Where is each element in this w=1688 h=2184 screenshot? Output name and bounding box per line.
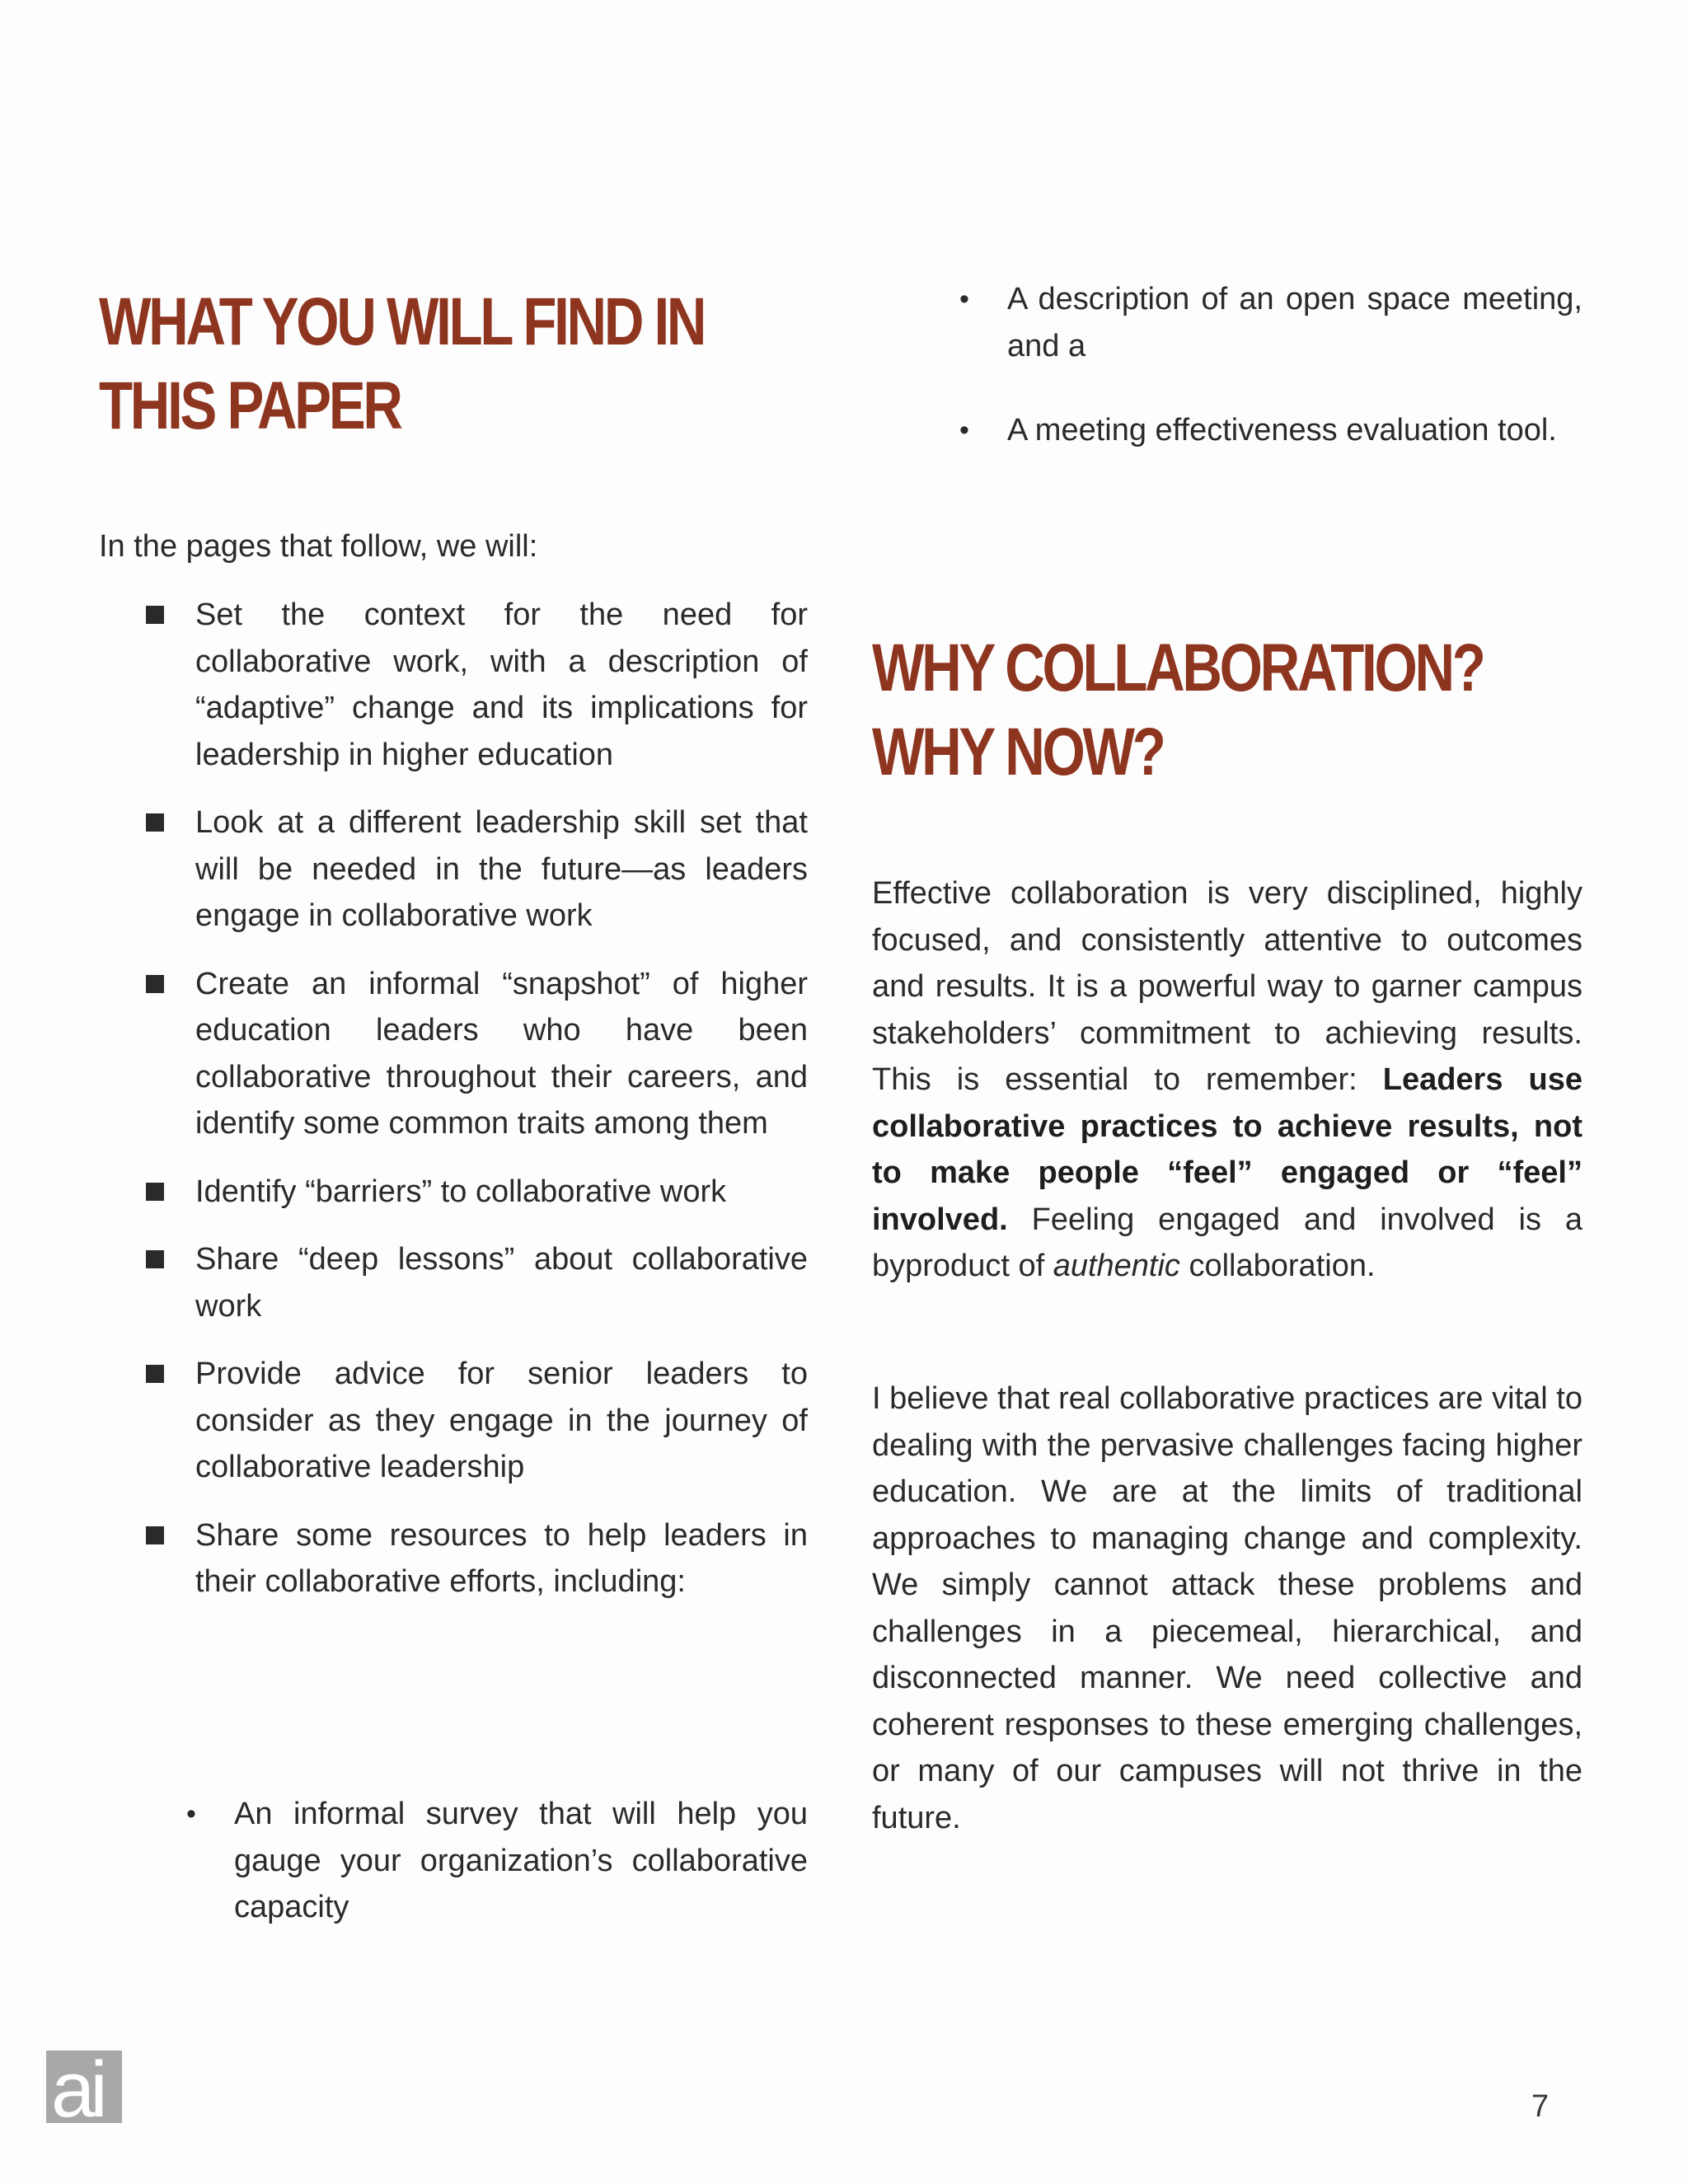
logo-text: ai bbox=[51, 2050, 103, 2123]
list-item bbox=[99, 961, 808, 1147]
intro-text: In the pages that follow, we will: bbox=[99, 529, 538, 564]
list-item bbox=[99, 1512, 808, 1605]
emphasis-text: Leaders use collaborative practices to achieve results, not to make people “feel” engaged or “feel” involved. bbox=[872, 1062, 1582, 1237]
square-bullet-icon bbox=[146, 606, 164, 624]
dot-bullet-icon: • bbox=[186, 1798, 196, 1830]
list-item-text: Share some resources to help leaders in their collaborative efforts, including: bbox=[195, 1517, 808, 1599]
paragraph-effective-collaboration bbox=[872, 870, 1582, 1290]
list-item bbox=[99, 799, 808, 940]
ai-logo bbox=[46, 2050, 122, 2123]
list-item-text: Create an informal “snapshot” of higher education leaders who have been collaborative throughout their careers, and identify some common traits among them bbox=[195, 966, 808, 1141]
dot-bullet-icon: • bbox=[959, 415, 969, 446]
list-item bbox=[99, 1351, 808, 1491]
list-item-text: Identify “barriers” to collaborative work bbox=[195, 1174, 727, 1209]
sublist-item bbox=[99, 1791, 808, 1931]
square-bullet-icon bbox=[146, 1365, 164, 1383]
paragraph-i-believe: I believe that real collaborative practices are vital to dealing with the pervasive challenges facing higher education. We are at the limits of traditional approaches to managing change and complexity. We simply cannot attack these problems and challenges in a piecemeal, hierarchical, and disconnected manner. We need collective and coherent responses to these emerging challenges, or many of our campuses will not thrive in the future. bbox=[872, 1381, 1582, 1835]
dot-bullet-icon: • bbox=[959, 284, 969, 315]
square-bullet-icon bbox=[146, 1183, 164, 1201]
square-bullet-icon bbox=[146, 813, 164, 832]
list-item-text: Share “deep lessons” about collaborative work bbox=[195, 1242, 808, 1324]
sublist-item bbox=[872, 276, 1582, 369]
heading-line: THIS PAPER bbox=[99, 368, 401, 443]
heading-line: WHY NOW? bbox=[872, 715, 1164, 790]
paragraph-text: collaboration. bbox=[1179, 1249, 1376, 1283]
italic-text: authentic bbox=[1053, 1249, 1180, 1283]
sublist-item bbox=[872, 407, 1582, 454]
square-bullet-icon bbox=[146, 975, 164, 993]
resource-sublist-continued bbox=[872, 276, 1582, 454]
heading-line: WHAT YOU WILL FIND IN bbox=[99, 284, 705, 359]
overview-list bbox=[99, 592, 808, 1605]
list-item-text: Set the context for the need for collaborative work, with a description of “adaptive” change and its implications for leadership in higher education bbox=[195, 598, 808, 772]
heading-line: WHY COLLABORATION? bbox=[872, 630, 1484, 705]
square-bullet-icon bbox=[146, 1250, 164, 1268]
square-bullet-icon bbox=[146, 1526, 164, 1544]
sublist-item-text: A description of an open space meeting, and a bbox=[1007, 282, 1582, 363]
section-heading-what-you-will-find bbox=[99, 280, 704, 448]
list-item-text: Provide advice for senior leaders to consider as they engage in the journey of collaborative leadership bbox=[195, 1357, 808, 1484]
list-item bbox=[99, 1169, 808, 1216]
section-heading-why-collaboration bbox=[872, 626, 1484, 794]
paragraph-text: Effective collaboration is very disciplined, highly focused, and consistently attentive to outcomes and results. It is a powerful way to garner campus stakeholders’ commitment to achieving results. This is essential to remember: bbox=[872, 876, 1582, 1097]
resource-sublist bbox=[99, 1791, 808, 1931]
list-item bbox=[99, 1236, 808, 1329]
page-number: 7 bbox=[1531, 2089, 1550, 2124]
paragraph-text: Feeling engaged and involved is a byproduct of bbox=[872, 1202, 1582, 1283]
sublist-item-text: An informal survey that will help you gauge your organization’s collaborative capacity bbox=[234, 1797, 808, 1924]
list-item-text: Look at a different leadership skill set that will be needed in the future—as leaders engage in collaborative work bbox=[195, 805, 808, 933]
sublist-item-text: A meeting effectiveness evaluation tool. bbox=[1007, 413, 1557, 448]
list-item bbox=[99, 592, 808, 778]
